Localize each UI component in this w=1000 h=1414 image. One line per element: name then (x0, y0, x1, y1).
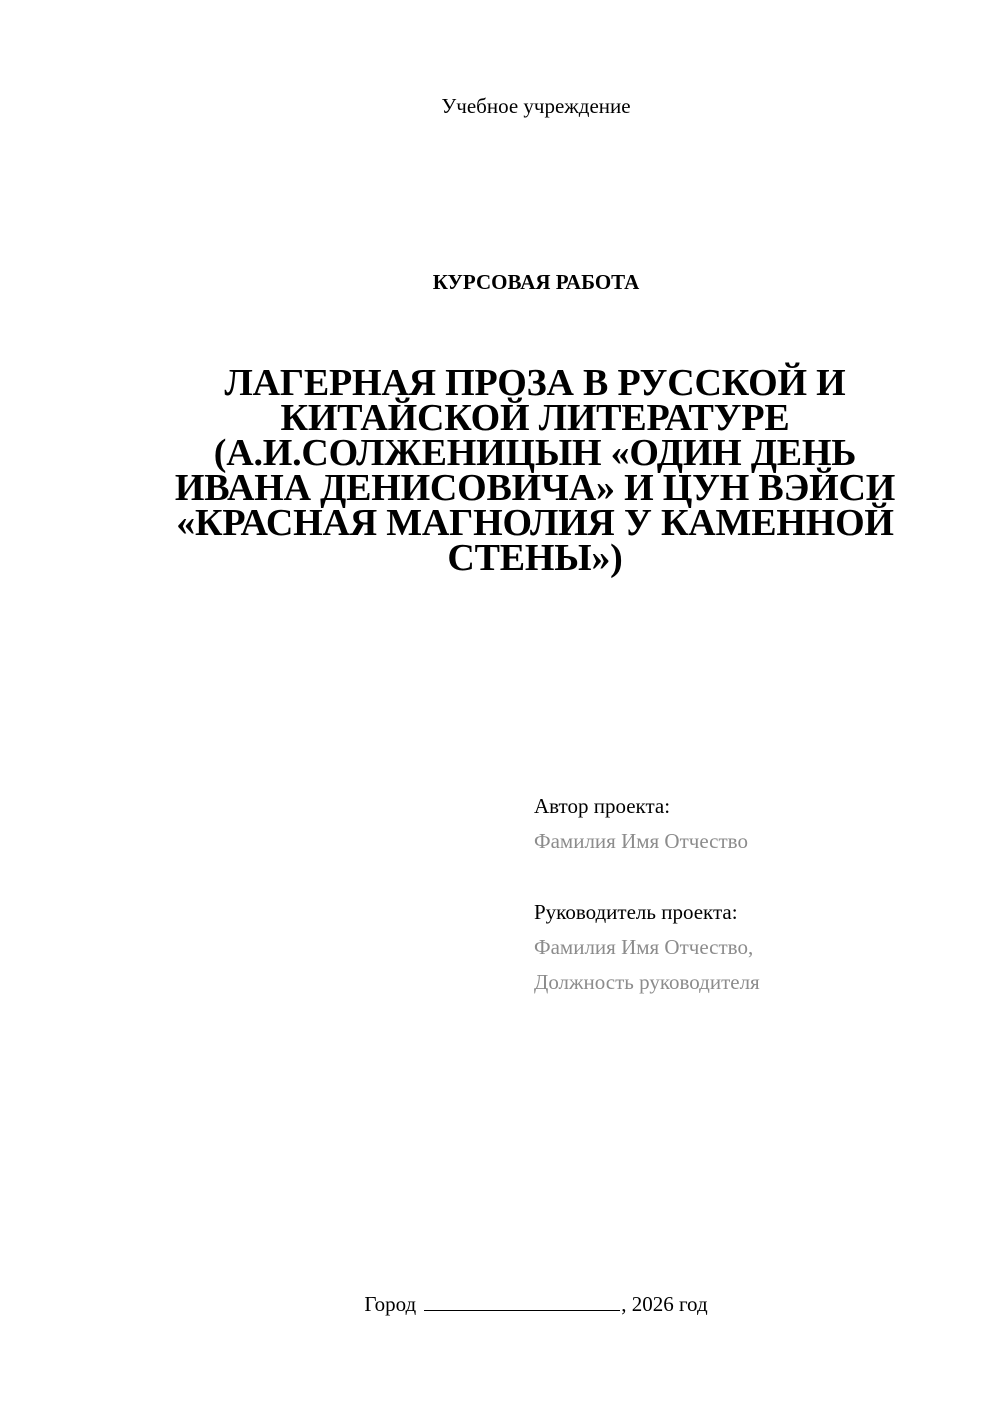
footer-city-year (0, 1290, 1000, 1318)
title-line: СТЕНЫ») (447, 537, 623, 579)
supervisor-label: Руководитель проекта: (534, 900, 738, 924)
title-line: «КРАСНАЯ МАГНОЛИЯ У КАМЕННОЙ (176, 502, 894, 544)
title-line: ИВАНА ДЕНИСОВИЧА» И ЦУН ВЭЙСИ (174, 467, 896, 509)
title-line: ЛАГЕРНАЯ ПРОЗА В РУССКОЙ И (224, 362, 846, 404)
supervisor-position: Должность руководителя (534, 970, 760, 994)
spacer (534, 859, 974, 895)
year-text: , 2026 год (621, 1292, 708, 1316)
institution-name: Учебное учреждение (441, 94, 631, 118)
title-line: КИТАЙСКОЙ ЛИТЕРАТУРЕ (280, 397, 790, 439)
project-info-block (534, 789, 974, 1000)
city-blank-line (424, 1290, 620, 1311)
city-label: Город (364, 1292, 417, 1316)
supervisor-name: Фамилия Имя Отчество, (534, 935, 754, 959)
author-label: Автор проекта: (534, 794, 671, 818)
title-line: (А.И.СОЛЖЕНИЦЫН «ОДИН ДЕНЬ (213, 432, 857, 474)
work-type-heading: КУРСОВАЯ РАБОТА (432, 270, 640, 294)
author-name: Фамилия Имя Отчество (534, 829, 748, 853)
document-title (150, 362, 920, 579)
